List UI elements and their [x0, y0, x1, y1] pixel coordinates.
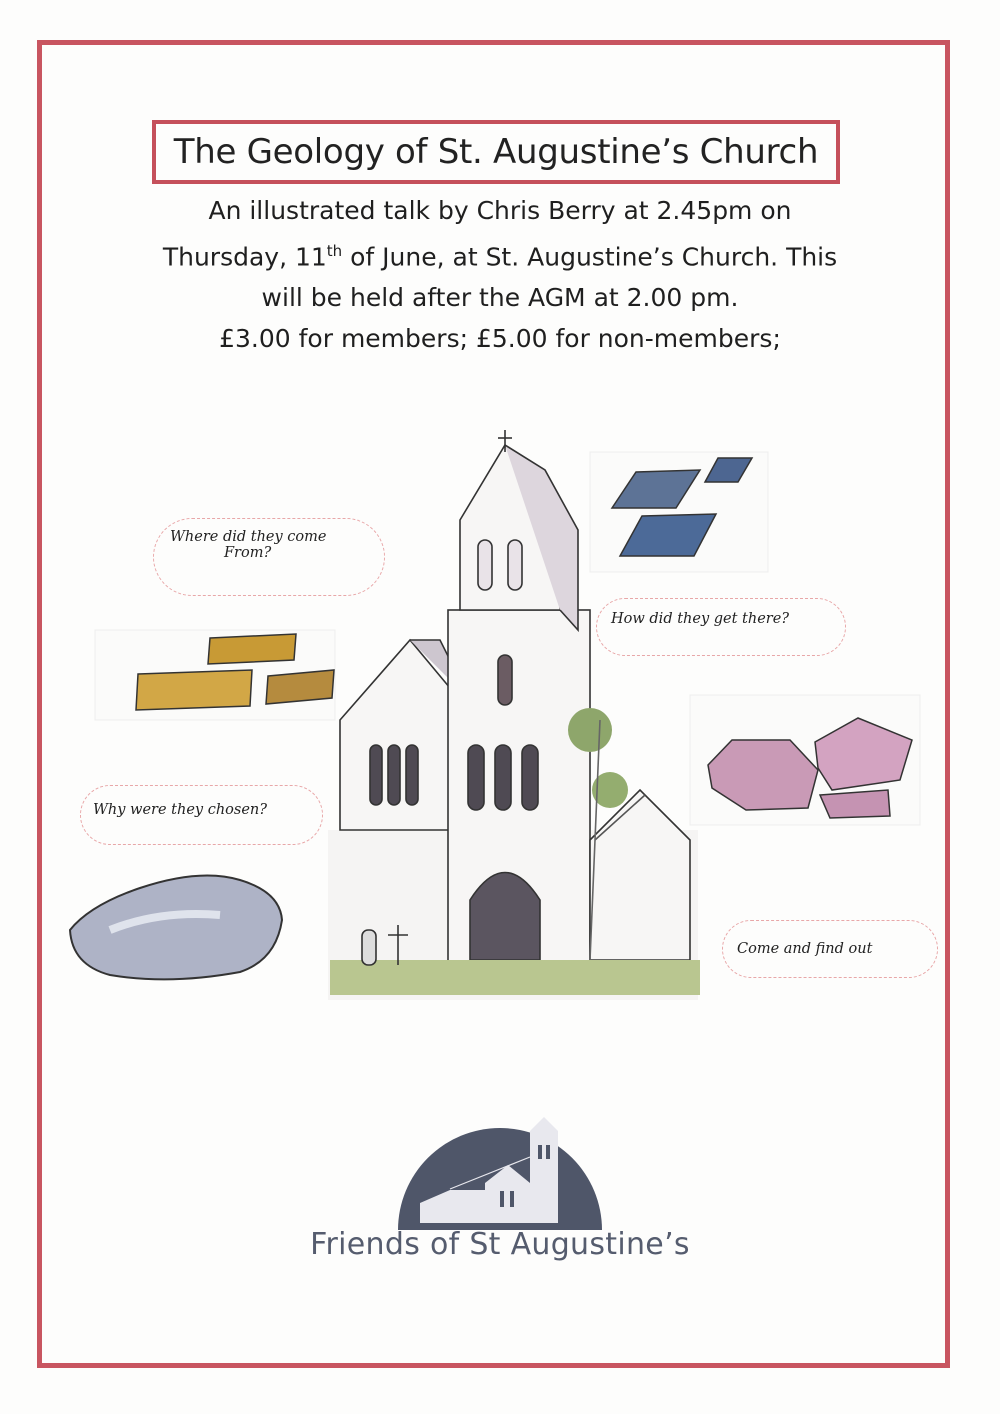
details-line-1: An illustrated talk by Chris Berry at 2.45pm on [208, 196, 792, 225]
bubble-come: Come and find out [722, 920, 938, 978]
talk-details [60, 190, 940, 359]
pink-granite-swatch [690, 695, 920, 825]
details-line-4: £3.00 for members; £5.00 for non-members; [219, 324, 781, 354]
slate-tiles-swatch [590, 452, 768, 572]
title-box [152, 120, 840, 184]
yellow-stones-swatch [95, 630, 335, 720]
friends-logo [280, 1095, 720, 1275]
organisation-name: Friends of St Augustine’s [310, 1227, 690, 1262]
bubble-why: Why were they chosen? [80, 785, 323, 845]
poster-title: The Geology of St. Augustine’s Church [173, 132, 819, 172]
church-logo-icon [280, 1095, 720, 1230]
details-line-2: Thursday, 11th of June, at St. Augustine’s Church. This [162, 242, 838, 272]
grey-boulder-swatch [70, 876, 282, 980]
bubble-how: How did they get there? [596, 598, 846, 656]
bubble-where: Where did they come From? [153, 518, 385, 596]
details-line-3: will be held after the AGM at 2.00 pm. [261, 283, 739, 313]
